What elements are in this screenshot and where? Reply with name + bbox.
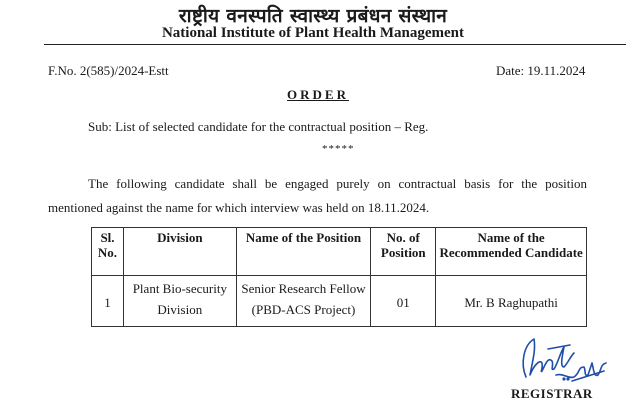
cell-division: Plant Bio-security Division <box>123 276 236 327</box>
table-header-row <box>92 228 587 276</box>
header-position: Name of the Position <box>236 228 371 276</box>
registrar-designation: REGISTRAR <box>511 386 593 401</box>
file-number: F.No. 2(585)/2024-Estt <box>48 63 169 78</box>
candidate-table <box>91 227 587 327</box>
cell-no-of-position: 01 <box>371 276 436 327</box>
header-candidate: Name of the Recommended Candidate <box>436 228 587 276</box>
cell-sl-no: 1 <box>92 276 124 327</box>
body-paragraph: The following candidate shall be engaged purely on contractual basis for the position mentioned against the name for which interview was held on 18.11.2024. <box>48 176 587 215</box>
subject-line: Sub: List of selected candidate for the contractual position – Reg. <box>88 119 429 134</box>
header-no-of-position: No. of Position <box>371 228 436 276</box>
separator-stars: ***** <box>322 143 355 155</box>
header-sl-no: Sl. No. <box>92 228 124 276</box>
header-divider <box>44 44 626 45</box>
table-row <box>92 276 587 327</box>
signature-image <box>512 333 612 393</box>
cell-position: Senior Research Fellow (PBD-ACS Project) <box>236 276 371 327</box>
order-date: Date: 19.11.2024 <box>496 63 586 78</box>
order-heading: ORDER <box>287 87 349 102</box>
institute-name-english: National Institute of Plant Health Management <box>161 25 465 41</box>
header-division: Division <box>123 228 236 276</box>
cell-candidate: Mr. B Raghupathi <box>436 276 587 327</box>
institute-name-hindi: राष्ट्रीय वनस्पति स्वास्थ्य प्रबंधन संस्थान <box>178 5 448 27</box>
